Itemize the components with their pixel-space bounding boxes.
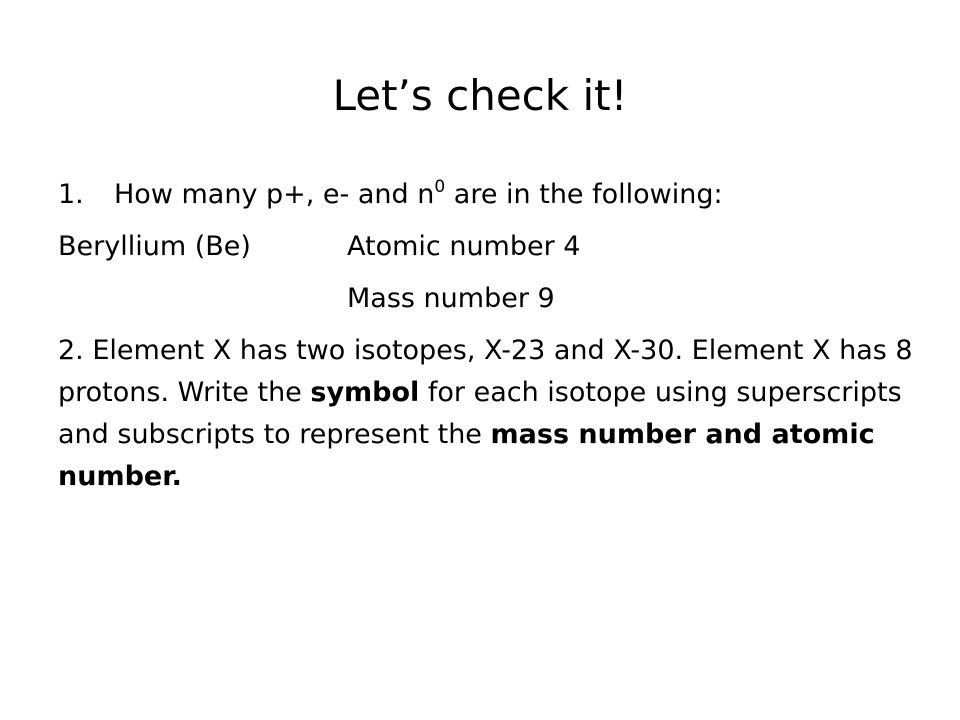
slide-body [58, 174, 918, 498]
neutron-superscript: 0 [434, 177, 446, 197]
question-1-text-after: are in the following: [445, 179, 723, 210]
question-1 [58, 174, 918, 216]
question-2-part-1: 2. Element X has two isotopes, X-23 and X-30. Element X has 8 protons. Write the [58, 335, 913, 408]
element-row [58, 226, 918, 268]
question-2 [58, 330, 918, 498]
mass-number: Mass number 9 [347, 283, 555, 314]
mass-row [58, 278, 918, 320]
question-2-bold-symbol: symbol [310, 377, 420, 408]
question-2-part-2: for each isotope using superscripts and subscripts to represent the [58, 377, 902, 450]
question-2-bold-mass-atomic: mass number and atomic number. [58, 419, 875, 492]
question-1-number: 1. [58, 179, 84, 210]
atomic-number: Atomic number 4 [347, 231, 581, 262]
element-name: Beryllium (Be) [58, 231, 251, 262]
question-1-text-before: How many p+, e- and n [114, 179, 435, 210]
slide-title: Let’s check it! [332, 71, 628, 120]
